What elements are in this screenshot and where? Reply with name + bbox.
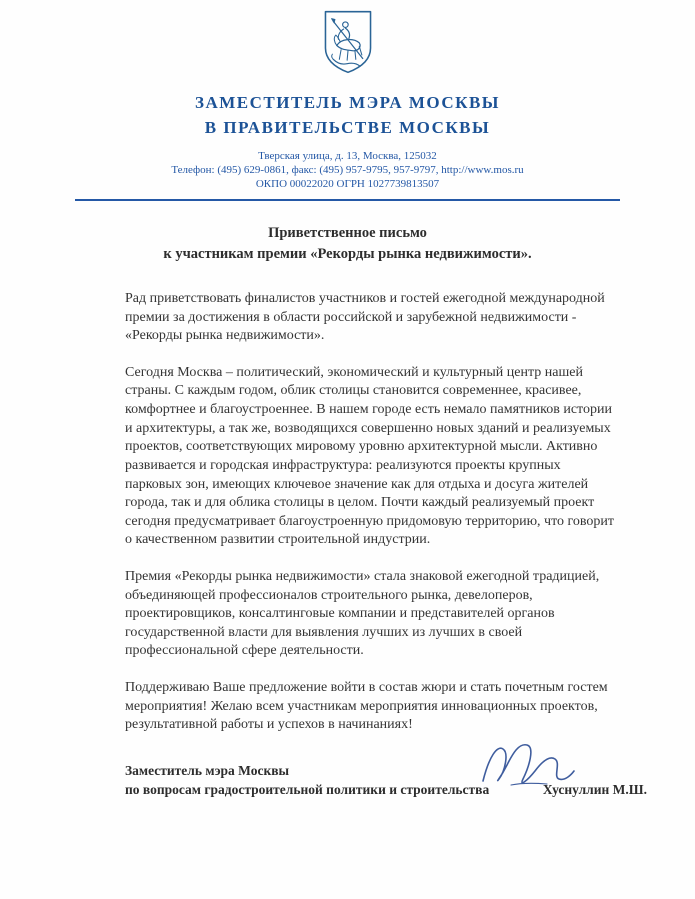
paragraph-premia: Премия «Рекорды рынка недвижимости» стала знаковой ежегодной традицией, объединяющей профессионалов строительного рынка, девелоперов, проектировщиков, консалтинговые компании и представителей органов государственной власти для выявления лучших из лучших в своей профессиональной сфере деятельности. xyxy=(125,568,600,659)
paragraph-greeting: Рад приветствовать финалистов участников и гостей ежегодной международной премии за достижения в области российской и зарубежной недвижимости - «Рекорды рынка недвижимости». xyxy=(125,291,605,344)
paragraph-wishes: Поддерживаю Ваше предложение войти в состав жюри и стать почетным гостем мероприятия! Желаю всем участникам мероприятия инновационных проектов, результативной работы и успехов в начинаниях! xyxy=(125,680,608,733)
paragraph-moscow: Сегодня Москва – политический, экономический и культурный центр нашей страны. С каждым годом, облик столицы становится современнее, красивее, комфортнее и благоустроеннее. В нашем городе есть немало памятников истории и архитектуры, а так же, возводящихся совершенно новых зданий и реализуемых проектов, соответствующих мировому уровню архитектурной мысли. Активно развивается и городская инфраструктура: реализуются проекты крупных парковых зон, имеющих ключевое значение как для отдыха и досуга жителей города, так и для облика столицы в целом. Почти каждый реализуемый проект сегодня предусматривает благоустроенную придомовую территорию, что говорит о качественном развитии строительной индустрии. xyxy=(125,364,615,548)
org-address: Тверская улица, д. 13, Москва, 125032 xyxy=(258,150,437,163)
org-name-line1: ЗАМЕСТИТЕЛЬ МЭРА МОСКВЫ xyxy=(194,93,500,112)
signature-row xyxy=(125,780,647,800)
org-contacts: Телефон: (495) 629-0861, факс: (495) 957-9795, 957-9797, http://www.mos.ru xyxy=(171,164,524,177)
signatory-name: Хуснуллин М.Ш. xyxy=(542,782,647,798)
letterhead xyxy=(0,0,695,201)
org-name xyxy=(0,91,695,140)
letterhead-divider xyxy=(75,199,620,201)
letter-title-line1: Приветственное письмо xyxy=(268,224,427,241)
signature-block xyxy=(125,761,647,800)
letter-body xyxy=(125,290,618,735)
org-registry: ОКПО 00022020 ОГРН 1027739813507 xyxy=(255,177,440,190)
signature-title-line2: по вопросам градостроительной политики и строительства xyxy=(125,782,490,798)
letter-title xyxy=(0,223,695,267)
letterhead-details xyxy=(0,150,695,191)
signature-title-line1: Заместитель мэра Москвы xyxy=(125,762,290,778)
org-name-line2: В ПРАВИТЕЛЬСТВЕ МОСКВЫ xyxy=(204,117,491,137)
moscow-coat-of-arms-icon xyxy=(322,8,374,76)
letter-title-line2: к участникам премии «Рекорды рынка недвижимости». xyxy=(163,246,532,263)
